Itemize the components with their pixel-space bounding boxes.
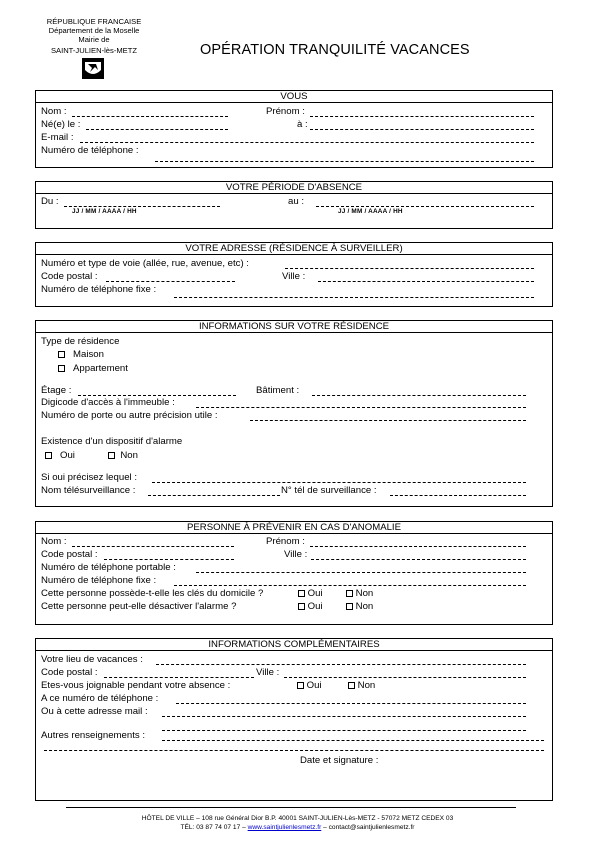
tel-label: Numéro de téléphone :: [41, 145, 139, 156]
adresse-mail-field-2[interactable]: [162, 730, 526, 731]
oui-label: Oui: [60, 450, 75, 461]
autres-field-2[interactable]: [44, 750, 544, 751]
section-title: INFORMATIONS COMPLÉMENTAIRES: [36, 639, 552, 651]
signature-label: Date et signature :: [300, 755, 379, 766]
oui-label: Oui: [306, 680, 322, 691]
tel-fixe-label: Numéro de téléphone fixe :: [41, 284, 157, 295]
batiment-field[interactable]: [312, 395, 526, 396]
footer-divider: [66, 807, 516, 808]
nom-telesurv-label: Nom télésurveillance :: [41, 485, 136, 496]
email-label: E-mail :: [41, 132, 74, 143]
au-label: au :: [288, 196, 305, 207]
vac-ville-label: Ville :: [256, 667, 280, 678]
batiment-label: Bâtiment :: [256, 385, 300, 396]
nom-field[interactable]: [72, 116, 228, 117]
contact-nom-field[interactable]: [72, 546, 234, 547]
lieu-vacances-field[interactable]: [156, 664, 526, 665]
contact-prenom-label: Prénom :: [266, 536, 305, 547]
contact-cp-label: Code postal :: [41, 549, 98, 560]
oui-label: Oui: [307, 588, 323, 599]
appartement-label: Appartement: [73, 363, 128, 374]
nee-le-label: Né(e) le :: [41, 119, 81, 130]
nom-label: Nom :: [41, 106, 67, 117]
cles-label: Cette personne possède-t-elle les clés du domicile ?: [41, 588, 264, 599]
contact-ville-label: Ville :: [284, 549, 308, 560]
tel-fixe-field[interactable]: [174, 297, 534, 298]
contact-nom-label: Nom :: [41, 536, 67, 547]
digicode-label: Digicode d'accès à l'immeuble :: [41, 397, 175, 408]
maison-checkbox[interactable]: [58, 351, 65, 358]
mairie-label: Mairie de: [78, 35, 110, 44]
porte-field[interactable]: [250, 420, 526, 421]
maison-option[interactable]: [58, 349, 104, 360]
alarme-oui-option[interactable]: [45, 450, 75, 461]
contact-portable-field[interactable]: [196, 572, 526, 573]
appartement-checkbox[interactable]: [58, 365, 65, 372]
prenom-label: Prénom :: [266, 106, 305, 117]
joignable-label: Etes-vous joignable pendant votre absence :: [41, 680, 231, 691]
alarme-contact-non-checkbox[interactable]: [346, 603, 353, 610]
etage-field[interactable]: [78, 395, 236, 396]
contact-fixe-field[interactable]: [174, 585, 526, 586]
alarme-non-option[interactable]: [108, 450, 138, 461]
cles-oui-checkbox[interactable]: [298, 590, 305, 597]
vac-ville-field[interactable]: [284, 677, 526, 678]
page-title: OPÉRATION TRANQUILITÉ VACANCES: [200, 42, 470, 58]
autres-label: Autres renseignements :: [41, 730, 145, 741]
lieu-naissance-field[interactable]: [310, 129, 534, 130]
contact-portable-label: Numéro de téléphone portable :: [41, 562, 176, 573]
city-logo: [82, 58, 104, 79]
ville-field[interactable]: [318, 281, 534, 282]
non-label: Non: [120, 450, 138, 461]
au-field[interactable]: [316, 206, 534, 207]
joignable-non-checkbox[interactable]: [348, 682, 355, 689]
section-title: VOTRE ADRESSE (RÉSIDENCE À SURVEILLER): [36, 243, 552, 255]
section-title: INFORMATIONS SUR VOTRE RÉSIDENCE: [36, 321, 552, 333]
alarme-contact-oui-checkbox[interactable]: [298, 603, 305, 610]
joignable-non-option[interactable]: [348, 680, 375, 691]
tel-field[interactable]: [155, 161, 534, 162]
section-title: VOUS: [36, 91, 552, 103]
adresse-mail-field[interactable]: [162, 716, 526, 717]
voie-field[interactable]: [285, 268, 534, 269]
digicode-field[interactable]: [196, 407, 526, 408]
cles-non-option[interactable]: [346, 588, 373, 599]
voie-label: Numéro et type de voie (allée, rue, avenue, etc) :: [41, 258, 249, 269]
lequel-label: Si oui précisez lequel :: [41, 472, 137, 483]
section-title: PERSONNE À PRÉVENIR EN CAS D'ANOMALIE: [36, 522, 552, 534]
contact-fixe-label: Numéro de téléphone fixe :: [41, 575, 157, 586]
tel-surv-label: N° tél de surveillance :: [281, 485, 377, 496]
department-label: Département de la Moselle: [48, 26, 140, 35]
footer-address: HÔTEL DE VILLE – 108 rue Général Dior B.P. 40001 SAINT-JULIEN-Lès-METZ - 57072 METZ CEDEX 03: [141, 815, 454, 822]
adresse-mail-label: Ou à cette adresse mail :: [41, 706, 148, 717]
vac-cp-field[interactable]: [104, 677, 254, 678]
nom-telesurv-field[interactable]: [148, 495, 280, 496]
du-format: JJ / MM / AAAA / HH: [72, 208, 137, 215]
oui-label: Oui: [307, 601, 323, 612]
prenom-field[interactable]: [310, 116, 534, 117]
du-label: Du :: [41, 196, 59, 207]
cp-label: Code postal :: [41, 271, 98, 282]
footer-separator: –: [323, 824, 327, 831]
cles-oui-option[interactable]: [298, 588, 323, 599]
type-residence-label: Type de résidence: [41, 336, 120, 347]
appartement-option[interactable]: [58, 363, 128, 374]
email-field[interactable]: [80, 142, 534, 143]
contact-cp-field[interactable]: [104, 559, 234, 560]
tel-surv-field[interactable]: [390, 495, 526, 496]
non-label: Non: [357, 680, 376, 691]
vac-cp-label: Code postal :: [41, 667, 98, 678]
alarme-label: Existence d'un dispositif d'alarme: [41, 436, 183, 447]
republic-label: RÉPUBLIQUE FRANCAISE: [46, 17, 142, 26]
cles-non-checkbox[interactable]: [346, 590, 353, 597]
footer-tel: TÉL: 03 87 74 07 17 –: [180, 824, 246, 831]
city-label: SAINT-JULIEN-lès-METZ: [50, 46, 138, 55]
joignable-oui-option[interactable]: [297, 680, 322, 691]
a-ce-numero-label: A ce numéro de téléphone :: [41, 693, 159, 704]
footer-contact: [40, 823, 555, 832]
section-title: VOTRE PÉRIODE D'ABSENCE: [36, 182, 552, 194]
non-label: Non: [355, 601, 374, 612]
du-field[interactable]: [64, 206, 220, 207]
autres-field[interactable]: [162, 740, 544, 741]
desactiver-alarme-label: Cette personne peut-elle désactiver l'alarme ?: [41, 601, 237, 612]
au-format: JJ / MM / AAAA / HH: [338, 208, 403, 215]
alarme-contact-non-option[interactable]: [346, 601, 373, 612]
nee-le-field[interactable]: [86, 129, 228, 130]
non-label: Non: [355, 588, 374, 599]
lequel-field[interactable]: [152, 482, 526, 483]
maison-label: Maison: [73, 349, 104, 360]
contact-ville-field[interactable]: [311, 559, 526, 560]
porte-label: Numéro de porte ou autre précision utile :: [41, 410, 218, 421]
etage-label: Étage :: [41, 385, 72, 396]
alarme-non-checkbox[interactable]: [108, 452, 115, 459]
cp-field[interactable]: [106, 281, 235, 282]
contact-email-link[interactable]: contact@saintjulienlesmetz.fr: [328, 824, 415, 831]
alarme-contact-oui-option[interactable]: [298, 601, 323, 612]
ville-label: Ville :: [282, 271, 306, 282]
alarme-oui-checkbox[interactable]: [45, 452, 52, 459]
joignable-oui-checkbox[interactable]: [297, 682, 304, 689]
lieu-vacances-label: Votre lieu de vacances :: [41, 654, 143, 665]
website-link[interactable]: www.saintjulienlesmetz.fr: [247, 824, 322, 831]
contact-prenom-field[interactable]: [310, 546, 526, 547]
lieu-naissance-label: à :: [297, 119, 308, 130]
a-ce-numero-field[interactable]: [176, 703, 526, 704]
